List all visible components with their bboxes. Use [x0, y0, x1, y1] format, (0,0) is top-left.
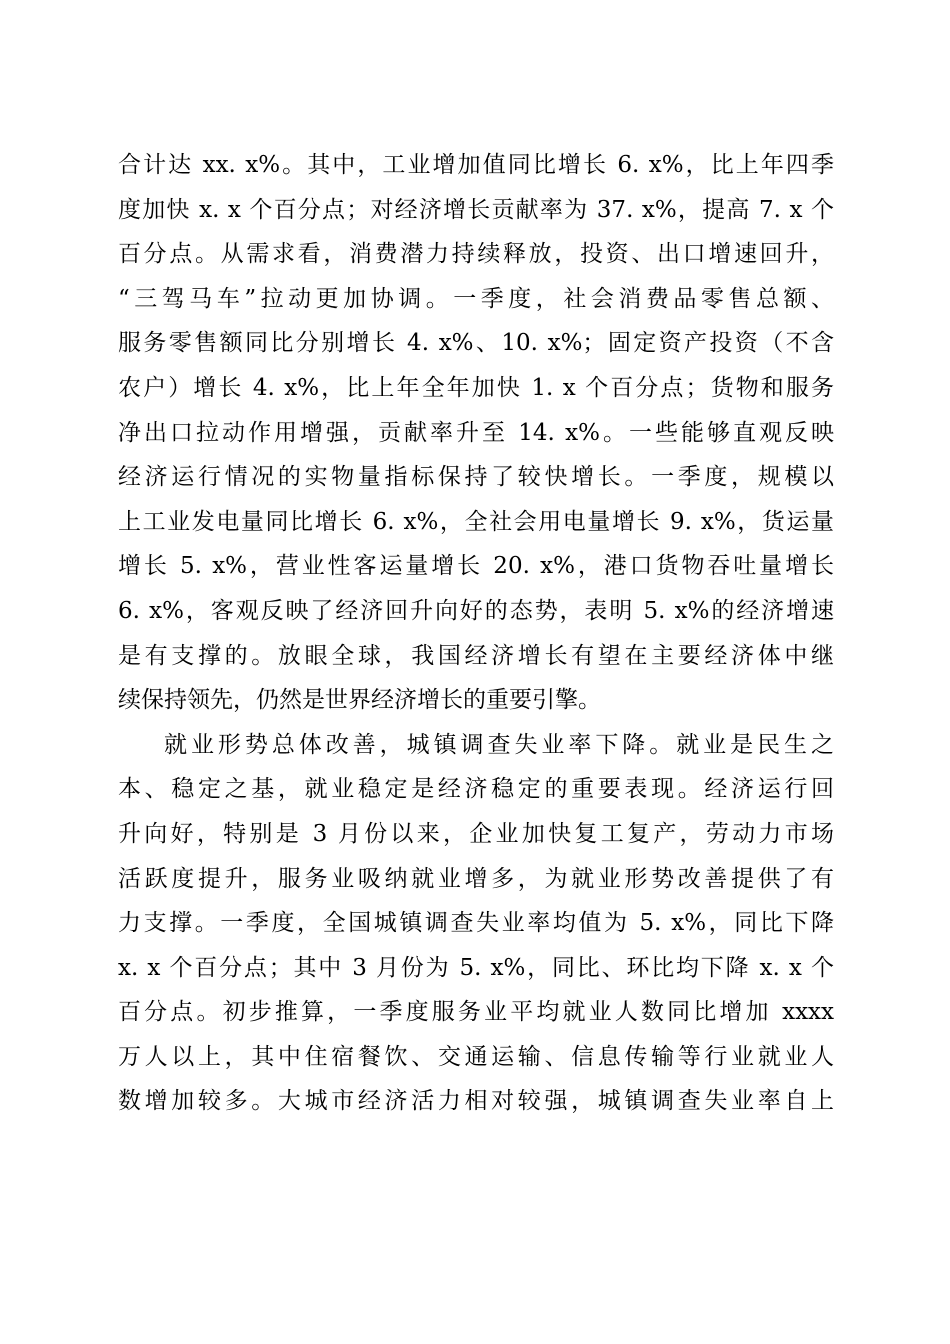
- text-line: 6. x%，客观反映了经济回升向好的态势，表明 5. x%的经济增速: [118, 597, 834, 624]
- text-line: 合计达 xx. x%。其中，工业增加值同比增长 6. x%，比上年四季: [118, 152, 834, 178]
- text-line: 是有支撑的。放眼全球，我国经济增长有望在主要经济体中继: [118, 642, 834, 669]
- text-line: 数增加较多。大城市经济活力相对较强，城镇调查失业率自上: [118, 1088, 834, 1115]
- text-line: x. x 个百分点；其中 3 月份为 5. x%，同比、环比均下降 x. x 个: [118, 954, 834, 981]
- text-line: 升向好，特别是 3 月份以来，企业加快复工复产，劳动力市场: [118, 820, 834, 847]
- text-line: “三驾马车”拉动更加协调。一季度，社会消费品零售总额、: [118, 285, 834, 312]
- text-line: 度加快 x. x 个百分点；对经济增长贡献率为 37. x%，提高 7. x 个: [118, 196, 834, 223]
- text-line: 农户）增长 4. x%，比上年全年加快 1. x 个百分点；货物和服务: [118, 374, 834, 401]
- paragraph-economic-growth: [118, 143, 834, 723]
- text-line: 上工业发电量同比增长 6. x%，全社会用电量增长 9. x%，货运量: [118, 508, 834, 535]
- text-line: 力支撑。一季度，全国城镇调查失业率均值为 5. x%，同比下降: [118, 910, 834, 937]
- text-line: 增长 5. x%，营业性客运量增长 20. x%，港口货物吞吐量增长: [118, 553, 834, 580]
- text-line: 活跃度提升，服务业吸纳就业增多，为就业形势改善提供了有: [118, 865, 834, 892]
- text-line: 续保持领先，仍然是世界经济增长的重要引擎。: [118, 687, 601, 714]
- text-line: 就业形势总体改善，城镇调查失业率下降。就业是民生之: [164, 731, 834, 758]
- text-line: 服务零售额同比分别增长 4. x%、10. x%；固定资产投资（不含: [118, 330, 834, 357]
- text-line: 经济运行情况的实物量指标保持了较快增长。一季度，规模以: [118, 464, 834, 491]
- text-line: 万人以上，其中住宿餐饮、交通运输、信息传输等行业就业人: [118, 1043, 834, 1070]
- paragraph-employment: [118, 723, 834, 1124]
- text-line: 百分点。初步推算，一季度服务业平均就业人数同比增加 xxxx: [118, 999, 834, 1026]
- text-line: 百分点。从需求看，消费潜力持续释放，投资、出口增速回升，: [118, 241, 834, 268]
- text-line: 本、稳定之基，就业稳定是经济稳定的重要表现。经济运行回: [118, 776, 834, 803]
- text-line: 净出口拉动作用增强，贡献率升至 14. x%。一些能够直观反映: [118, 419, 834, 446]
- document-body: [118, 143, 834, 1124]
